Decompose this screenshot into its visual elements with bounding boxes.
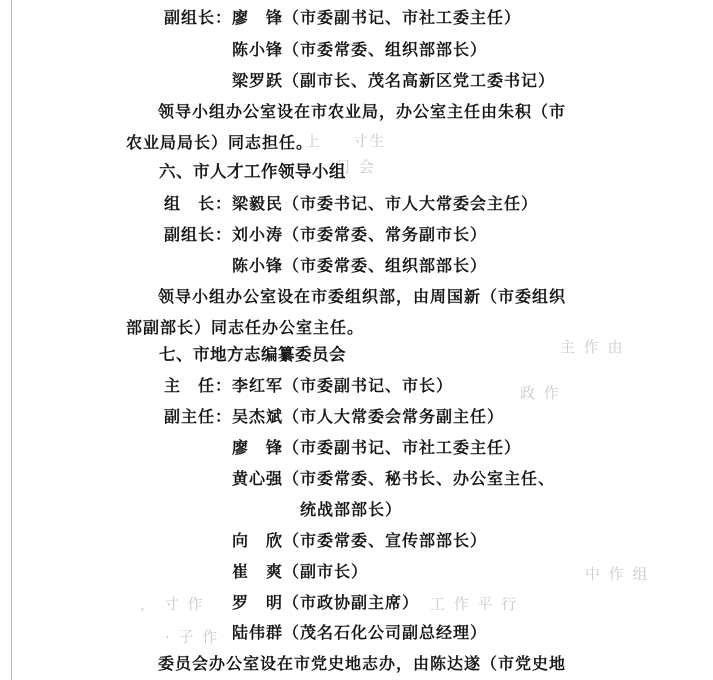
text-line: 组 长：梁毅民（市委书记、市人大常委会主任） <box>164 194 539 213</box>
bleed-through-text: · 子 作 <box>165 628 220 646</box>
paragraph-line: 领导小组办公室设在市委组织部，由周国新（市委组织 <box>158 287 567 306</box>
text-line: 主 任：李红军（市委副书记、市长） <box>164 376 454 395</box>
text-line: 罗 明（市政协副主席） <box>232 593 420 612</box>
text-line: 向 欣（市委常委、宣传部部长） <box>232 531 488 550</box>
text-line: 陈小锋（市委常委、组织部部长） <box>232 256 488 275</box>
bleed-through-text: 门 会 <box>335 158 376 176</box>
paragraph-line: 委员会办公室设在市党史地志办，由陈达遂（市党史地 <box>158 654 567 673</box>
section-heading: 六、市人才工作领导小组 <box>159 162 346 181</box>
bleed-through-text: 上 寸生 <box>305 132 387 150</box>
text-line: 统战部部长） <box>300 500 403 519</box>
text-line: 廖 锋（市委副书记、市社工委主任） <box>232 438 522 457</box>
text-line: 副主任：吴杰斌（市人大常委会常务副主任） <box>164 407 505 426</box>
scan-edge-line <box>11 0 12 680</box>
text-line: 黄心强（市委常委、秘书长、办公室主任、 <box>232 469 556 488</box>
text-line: 陆伟群（茂名石化公司副总经理） <box>232 623 488 642</box>
text-line: 副组长：廖 锋（市委副书记、市社工委主任） <box>164 8 522 27</box>
text-line: 陈小锋（市委常委、组织部部长） <box>232 40 488 59</box>
text-line: 崔 爽（副市长） <box>232 562 369 581</box>
bleed-through-text: 中 作 组 <box>585 565 650 583</box>
bleed-through-text: ， 寸 作 <box>140 595 205 613</box>
paragraph-line: 部副部长）同志任办公室主任。 <box>126 318 365 337</box>
paragraph-line: 农业局局长）同志担任。 <box>126 133 314 152</box>
text-line: 梁罗跃（副市长、茂名高新区党工委书记） <box>232 71 556 90</box>
bleed-through-text: 主 作 由 <box>560 338 625 356</box>
bleed-through-text: 政 作 <box>520 384 561 402</box>
text-line: 副组长：刘小涛（市委常委、常务副市长） <box>164 225 488 244</box>
section-heading: 七、市地方志编纂委员会 <box>159 345 346 364</box>
bleed-through-text: 工 作 平 行 <box>430 595 519 613</box>
paragraph-line: 领导小组办公室设在市农业局，办公室主任由朱积（市 <box>158 102 567 121</box>
